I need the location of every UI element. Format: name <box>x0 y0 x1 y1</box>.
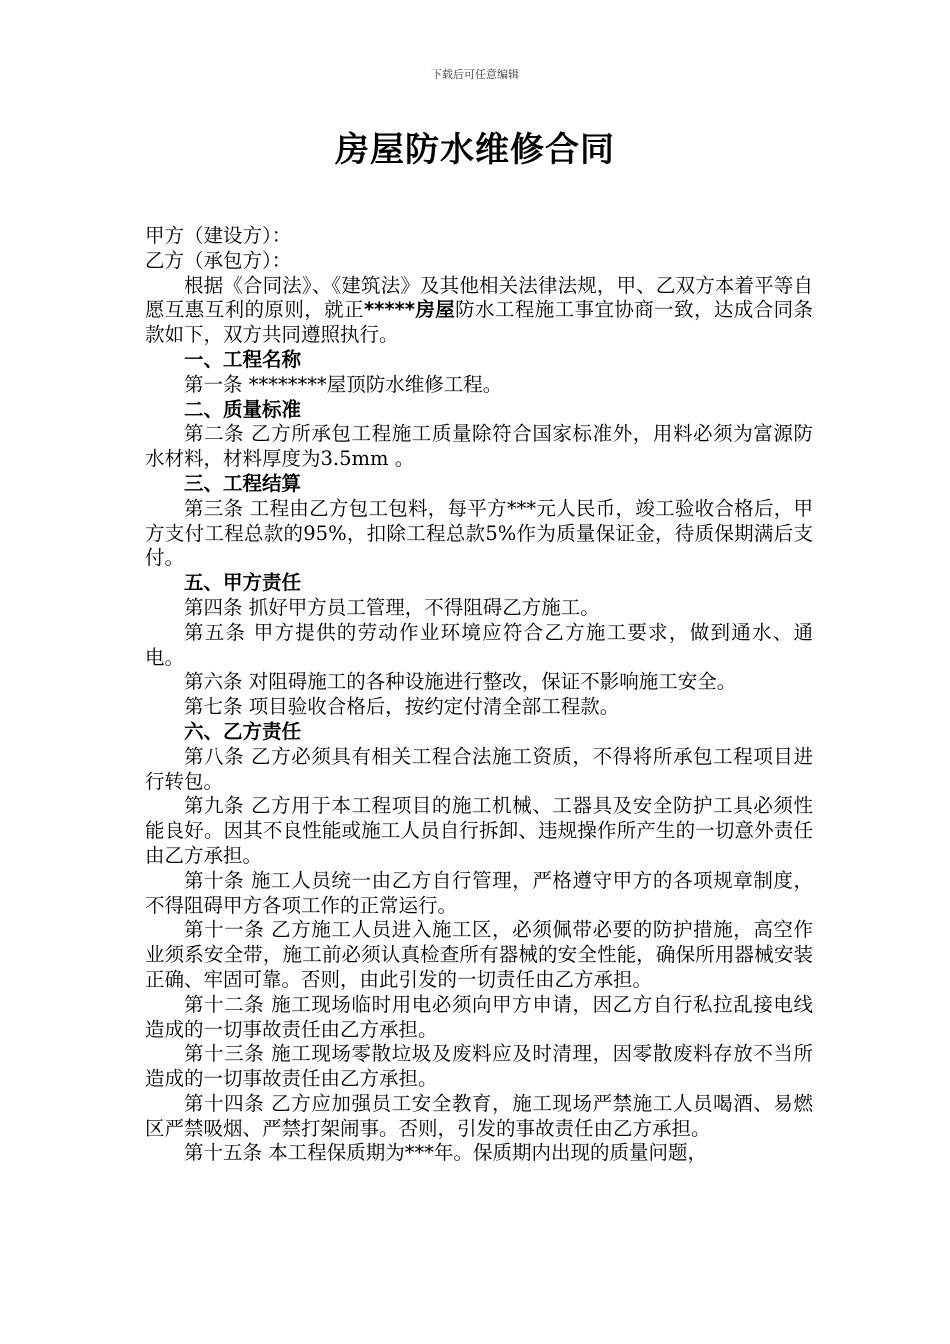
clause-14: 第十四条 乙方应加强员工安全教育，施工现场严禁施工人员喝酒、易燃区严禁吸烟、严禁打架闹事。否则，引发的事故责任由乙方承担。 <box>145 1091 813 1140</box>
clause-10: 第十条 施工人员统一由乙方自行管理，严格遵守甲方的各项规章制度，不得阻碍甲方各项工作的正常运行。 <box>145 868 813 917</box>
clause-7: 第七条 项目验收合格后，按约定付清全部工程款。 <box>184 695 620 719</box>
clause-12: 第十二条 施工现场临时用电必须向甲方申请，因乙方自行私拉乱接电线造成的一切事故责任由乙方承担。 <box>145 992 813 1041</box>
intro-text-before: 根据《合同法》、《建筑法》及其他相关法律法规，甲、乙双方本着平等自愿互惠互利的原则，就正 <box>145 273 813 322</box>
intro-text-after: 防水工程施工事宜协商一致，达成合同条款如下，双方共同遵照执行。 <box>145 298 813 347</box>
party-a-line: 甲方（建设方）： <box>145 224 292 247</box>
clause-11: 第十一条 乙方施工人员进入施工区，必须佩带必要的防护措施，高空作业须系安全带，施工前必须认真检查所有器械的安全性能，确保所用器械安装正确、牢固可靠。否则，由此引发的一切责任由乙方承担。 <box>145 918 813 991</box>
section-heading-settlement: 三、工程结算 <box>184 471 302 495</box>
clause-9: 第九条 乙方用于本工程项目的施工机械、工器具及安全防护工具必须性能良好。因其不良性能或施工人员自行拆卸、违规操作所产生的一切意外责任由乙方承担。 <box>145 794 813 867</box>
clause-2: 第二条 乙方所承包工程施工质量除符合国家标准外，用料必须为富源防水材料，材料厚度为3.5mm 。 <box>145 422 813 471</box>
party-b-line: 乙方（承包方）： <box>145 248 292 272</box>
clause-6: 第六条 对阻碍施工的各种设施进行整改，保证不影响施工安全。 <box>184 670 737 694</box>
page-title: 房屋防水维修合同 <box>335 130 615 170</box>
clause-4: 第四条 抓好甲方员工管理，不得阻碍乙方施工。 <box>184 595 600 619</box>
clause-1: 第一条 ********屋顶防水维修工程。 <box>184 372 503 396</box>
header-note: 下载后可任意编辑 <box>431 68 519 81</box>
section-heading-project-name: 一、工程名称 <box>184 347 302 371</box>
section-heading-party-b-duty: 六、乙方责任 <box>184 719 302 743</box>
clause-8: 第八条 乙方必须具有相关工程合法施工资质，不得将所承包工程项目进行转包。 <box>145 744 813 793</box>
clause-5: 第五条 甲方提供的劳动作业环境应符合乙方施工要求，做到通水、通电。 <box>145 620 813 669</box>
intro-paragraph <box>145 274 813 348</box>
section-heading-party-a-duty: 五、甲方责任 <box>184 571 302 595</box>
section-heading-quality: 二、质量标准 <box>184 397 302 421</box>
intro-text-bold: *****房屋 <box>363 298 456 322</box>
clause-13: 第十三条 施工现场零散垃圾及废料应及时清理，因零散废料存放不当所造成的一切事故责任由乙方承担。 <box>145 1042 813 1091</box>
clause-3: 第三条 工程由乙方包工包料，每平方***元人民币，竣工验收合格后，甲方支付工程总款的95%，扣除工程总款5%作为质量保证金，待质保期满后支付。 <box>145 496 813 570</box>
clause-15: 第十五条 本工程保质期为***年。保质期内出现的质量问题， <box>184 1141 707 1165</box>
contract-body <box>145 224 813 1166</box>
